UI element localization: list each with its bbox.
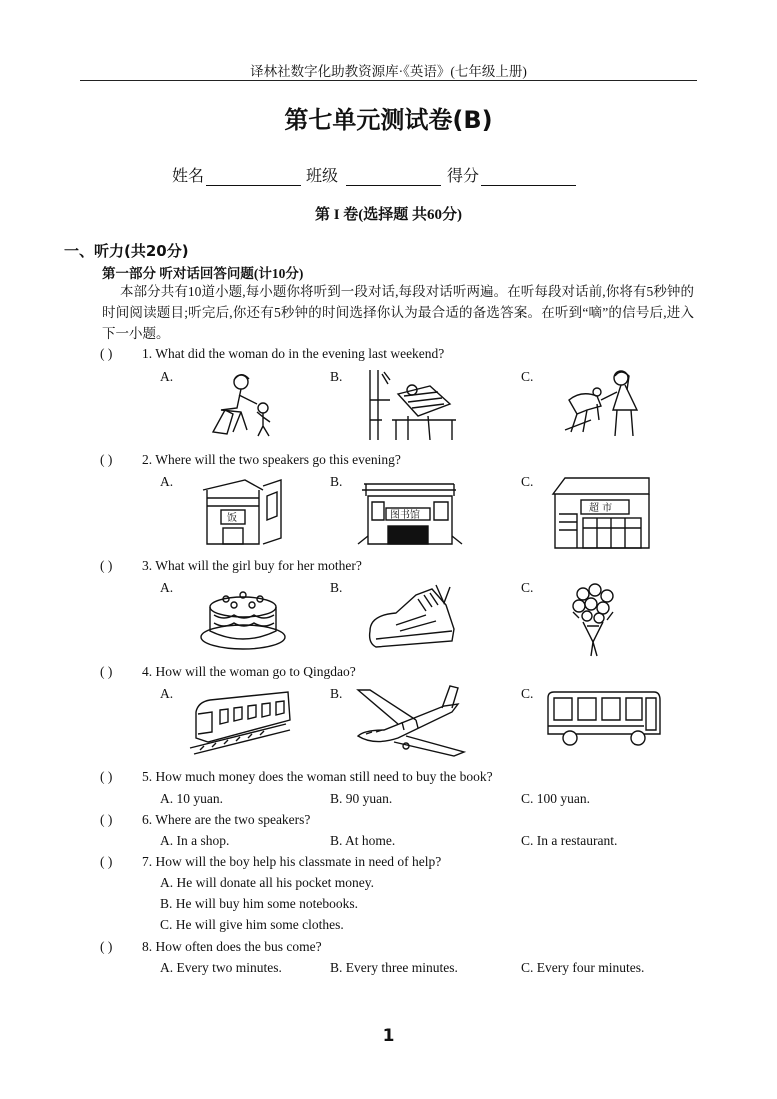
class-blank[interactable] <box>346 169 441 186</box>
reading-newspaper-picture <box>368 370 464 442</box>
option-4b[interactable]: B. <box>330 686 343 701</box>
option-1c[interactable]: C. <box>521 369 534 384</box>
score-blank[interactable] <box>481 169 576 186</box>
section-intro: 本部分共有10道小题,每小题你将听到一段对话,每段对话听两遍。在听每段对话前,你将有5秒钟的时间阅读题目;听完后,你还有5秒钟的时间选择你认为最合适的备选答案。在听到“嘀”的信号后,进入下一小题。 <box>102 284 694 341</box>
question-text: 8. How often does the bus come? <box>142 939 322 954</box>
question-text: 7. How will the boy help his classmate in need of help? <box>142 854 442 869</box>
question-text: 5. How much money does the woman still need to buy the book? <box>142 769 493 784</box>
answer-paren[interactable]: ( ) <box>100 558 113 573</box>
answer-paren[interactable]: ( ) <box>100 769 113 784</box>
answer-paren[interactable]: ( ) <box>100 854 113 869</box>
class-label: 班级 <box>306 166 339 185</box>
flowers-picture <box>569 582 619 658</box>
option-2c[interactable]: C. <box>521 474 534 489</box>
option-6b[interactable]: B. At home. <box>330 833 396 848</box>
section-title: 一、听力(共20分) <box>64 242 189 260</box>
walking-dog-picture <box>561 370 645 442</box>
option-3a[interactable]: A. <box>160 580 174 595</box>
name-label: 姓名 <box>172 166 205 185</box>
woman-with-child-picture <box>203 370 281 438</box>
option-1a[interactable]: A. <box>160 369 174 384</box>
question-text: 1. What did the woman do in the evening last weekend? <box>142 346 445 361</box>
answer-paren[interactable]: ( ) <box>100 664 113 679</box>
option-4c[interactable]: C. <box>521 686 534 701</box>
question-2 <box>100 452 401 468</box>
question-text: 2. Where will the two speakers go this evening? <box>142 452 401 467</box>
answer-paren[interactable]: ( ) <box>100 812 113 827</box>
answer-paren[interactable]: ( ) <box>100 939 113 954</box>
cake-picture <box>200 585 286 651</box>
train-picture <box>190 688 294 756</box>
page-header: 译林社数字化助教资源库·《英语》(七年级上册) <box>250 64 527 79</box>
question-7 <box>100 854 441 870</box>
option-7b[interactable]: B. He will buy him some notebooks. <box>160 896 358 911</box>
name-blank[interactable] <box>206 169 301 186</box>
option-3c[interactable]: C. <box>521 580 534 595</box>
library-sign: 图书馆 <box>390 510 420 521</box>
option-1b[interactable]: B. <box>330 369 343 384</box>
restaurant-sign: 饭 <box>227 513 237 524</box>
score-label: 得分 <box>447 166 480 185</box>
question-1 <box>100 346 444 362</box>
option-5b[interactable]: B. 90 yuan. <box>330 791 393 806</box>
sports-shoe-picture <box>366 585 458 655</box>
option-2b[interactable]: B. <box>330 474 343 489</box>
supermarket-picture <box>551 474 651 550</box>
question-6 <box>100 812 310 828</box>
option-6a[interactable]: A. In a shop. <box>160 833 230 848</box>
answer-paren[interactable]: ( ) <box>100 452 113 467</box>
option-8c[interactable]: C. Every four minutes. <box>521 960 645 975</box>
answer-paren[interactable]: ( ) <box>100 346 113 361</box>
option-7c[interactable]: C. He will give him some clothes. <box>160 917 344 932</box>
page-title: 第七单元测试卷(B) <box>284 106 493 134</box>
part-title: 第 I 卷(选择题 共60分) <box>314 207 463 223</box>
question-text: 4. How will the woman go to Qingdao? <box>142 664 356 679</box>
question-text: 6. Where are the two speakers? <box>142 812 311 827</box>
header-rule <box>80 80 697 81</box>
option-2a[interactable]: A. <box>160 474 174 489</box>
airplane-picture <box>354 686 472 758</box>
class-field[interactable] <box>306 163 441 186</box>
option-8a[interactable]: A. Every two minutes. <box>160 960 282 975</box>
question-8 <box>100 939 322 955</box>
bus-picture <box>546 690 662 748</box>
score-field[interactable] <box>447 163 576 186</box>
page-number: 1 <box>382 1026 395 1046</box>
option-6c[interactable]: C. In a restaurant. <box>521 833 618 848</box>
question-5 <box>100 769 493 785</box>
option-8b[interactable]: B. Every three minutes. <box>330 960 458 975</box>
name-field[interactable] <box>172 163 301 186</box>
restaurant-picture <box>203 476 283 546</box>
section-subtitle: 第一部分 听对话回答问题(计10分) <box>102 266 304 281</box>
question-4 <box>100 664 356 680</box>
library-picture <box>358 476 462 546</box>
supermarket-sign: 超 市 <box>589 503 613 514</box>
question-3 <box>100 558 362 574</box>
option-4a[interactable]: A. <box>160 686 174 701</box>
option-5c[interactable]: C. 100 yuan. <box>521 791 590 806</box>
option-7a[interactable]: A. He will donate all his pocket money. <box>160 875 374 890</box>
question-text: 3. What will the girl buy for her mother? <box>142 558 362 573</box>
option-5a[interactable]: A. 10 yuan. <box>160 791 223 806</box>
option-3b[interactable]: B. <box>330 580 343 595</box>
